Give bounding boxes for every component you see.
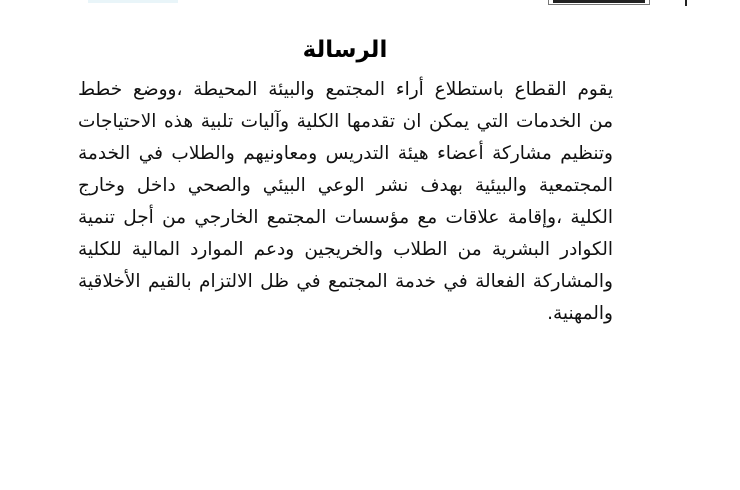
paragraph-line: وتنظيم مشاركة أعضاء هيئة التدريس ومعاونيهم والطلاب في الخدمة	[78, 143, 613, 164]
page-title: الرسالة	[302, 37, 388, 63]
paragraph-line: والمهنية.	[547, 303, 613, 324]
header-tick-mark	[685, 0, 687, 6]
paragraph-line: يقوم القطاع باستطلاع أراء المجتمع والبيئة المحيطة ،ووضع خطط	[78, 79, 613, 100]
paragraph-line: المجتمعية والبيئية بهدف نشر الوعي البيئي والصحي داخل وخارج	[78, 175, 613, 196]
cropped-header-strip	[0, 0, 740, 8]
cropped-header-fragment-right	[548, 0, 650, 5]
header-bar	[553, 0, 645, 3]
cropped-header-fragment-left	[88, 0, 178, 3]
paragraph-line: من الخدمات التي يمكن ان تقدمها الكلية وآليات تلبية هذه الاحتياجات	[78, 111, 613, 132]
paragraph-line: والمشاركة الفعالة في خدمة المجتمع في ظل الالتزام بالقيم الأخلاقية	[78, 271, 613, 292]
paragraph-line: الكوادر البشرية من الطلاب والخريجين ودعم الموارد المالية للكلية	[78, 239, 613, 260]
paragraph-line: الكلية ،وإقامة علاقات مع مؤسسات المجتمع الخارجي من أجل تنمية	[78, 207, 613, 228]
mission-paragraph	[78, 74, 613, 330]
